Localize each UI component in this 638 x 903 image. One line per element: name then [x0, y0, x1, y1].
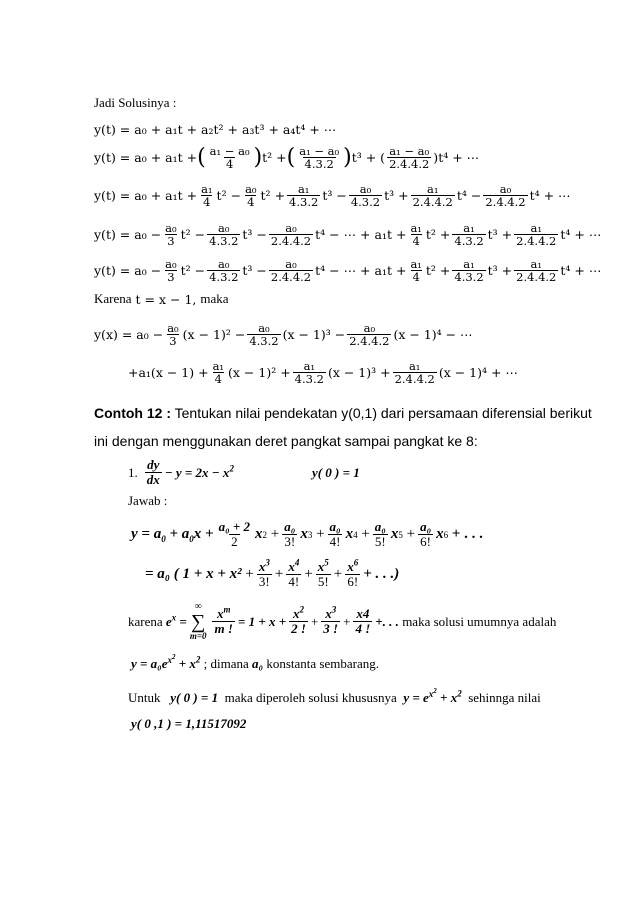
eq-lead: y(t) = a₀ + a₁t + [94, 150, 198, 166]
equation-yx-2: +a₁(x − 1) + $\frac{\text{a₁}}{4}$ (x − 1)² + $\frac{\text{a₁}}{4.3.2}$ (x − 1)³ + $\frac{\text{a₁}}{2.4.4.2}$ (x − 1)⁴ + ⋯ [128, 359, 518, 387]
equation-series-grouped-1: y(t) = a₀ − $\frac{\text{a₀}}{3}$ t² − $\frac{\text{a₀}}{4.3.2}$ t³ − $\frac{\text{a₀}}{2.4.4.2}$ t⁴ − ⋯ + a₁t + $\frac{\text{a₁}}{4}$ t² + $\frac{\text{a₁}}{4.3.2}$ t³ + $\frac{\text{a₁}}{2.4.4.2}$ t⁴ + ⋯ [94, 221, 602, 249]
particular-solution: Untuk y( 0 ) = 1 maka diperoleh solusi khususnya $y = e^{x^2} + x^2$ sehinnga nilai [128, 686, 541, 705]
example-title: Contoh 12 : [94, 405, 171, 421]
equation-series-expanded: y(t) = a₀ + a₁t + $\frac{\text{a₁}}{4}$ t² − $\frac{\text{a₀}}{4}$ t² + $\frac{\text{a₁}}{4.3.2}$ t³ − $\frac{\text{a₀}}{4.3.2}$ t³ + $\frac{\text{a₁}}{2.4.4.2}$ t⁴ − $\frac{\text{a₀}}{2.4.4.2}$ t⁴ + ⋯ [94, 182, 571, 210]
equation-series-general [94, 122, 336, 137]
power-series-line-2: = a₀ ( 1 + x + x² + $\frac{x^3}{3!}$ + $\frac{x^4}{4!}$ + $\frac{x^5}{5!}$ + $\frac{x^6}{6!}$ + . . .) [145, 557, 400, 590]
equation-yx-1: y(x) = a₀ − $\frac{\text{a₀}}{3}$ (x − 1)² − $\frac{\text{a₀}}{4.3.2}$ (x − 1)³ − $\frac{\text{a₀}}{2.4.4.2}$ (x − 1)⁴ − ⋯ [94, 321, 473, 349]
answer-label: Jawab : [128, 493, 168, 508]
fraction: $\frac{\text{a₁ − a₀}}{4.3.2}$ [299, 144, 340, 172]
substitution-line: Karena t = x − 1, maka [94, 291, 229, 307]
power-series-line-1: $y = a_0 + a_0x$ + $\frac{\text{a₀ + 2}}{2}$ x 2 + $\frac{\text{a₀}}{3!}$ x 3 + $\frac{\text{a₀}}{4!}$ x 4 + $\frac{\text{a₀}}{5!}$ x 5 + $\frac{\text{a₀}}{6!}$ x 6 + . . . [131, 519, 483, 550]
exponential-series-line: karena $e^x$ = ∞ ∑ m=0 $\frac{x^m}{m !}$ = 1 + x + $\frac{x^2}{2 !}$ + $\frac{x^3}{3 !}$ + $\frac{x4}{4 !}$ +. . . maka solusi umumnya adalah [128, 601, 557, 641]
equation-series-grouped-2: y(t) = a₀ − $\frac{\text{a₀}}{3}$ t² − $\frac{\text{a₀}}{4.3.2}$ t³ − $\frac{\text{a₀}}{2.4.4.2}$ t⁴ − ⋯ + a₁t + $\frac{\text{a₁}}{4}$ t² + $\frac{\text{a₁}}{4.3.2}$ t³ + $\frac{\text{a₁}}{2.4.4.2}$ t⁴ + ⋯ [94, 257, 602, 285]
eq-lead: y(t) = a₀ + a₁t + [94, 188, 198, 204]
problem-statement: 1. $\frac{dy}{dx}$ − $y = 2x - x^2$ y( 0 ) = 1 [128, 457, 360, 488]
equation-text: y(t) = a₀ + a₁t + a₂t² + a₃t³ + a₄t⁴ + ⋯ [94, 122, 337, 137]
equation-series-substituted: y(t) = a₀ + a₁t + ( $\frac{\text{a₁ − a₀}}{4}$ ) t² + ( $\frac{\text{a₁ − a₀}}{4.3.2}$ ) t³ + ( $\frac{\text{a₁ − a₀}}{2.4.4.2}$ ) t⁴ + ⋯ [94, 144, 480, 172]
general-solution: $y = a_0e^{x^2} + x^2$ ; dimana a₀ konstanta sembarang. [131, 652, 379, 671]
example-paragraph-line-2: ini dengan menggunakan deret pangkat sampai pangkat ke 8: [94, 433, 478, 449]
solution-heading: Jadi Solusinya : [94, 95, 177, 110]
result-value: y( 0 ,1 ) = 1,11517092 [131, 716, 247, 731]
fraction: $\frac{\text{a₁ − a₀}}{2.4.4.2}$ [389, 144, 430, 172]
eq-tail: t⁴ + ⋯ [438, 150, 480, 166]
example-paragraph-line-1: Contoh 12 : Tentukan nilai pendekatan y(0,1) dari persamaan diferensial berikut [94, 405, 592, 421]
fraction: $\frac{\text{a₁ − a₀}}{4}$ [209, 144, 250, 172]
